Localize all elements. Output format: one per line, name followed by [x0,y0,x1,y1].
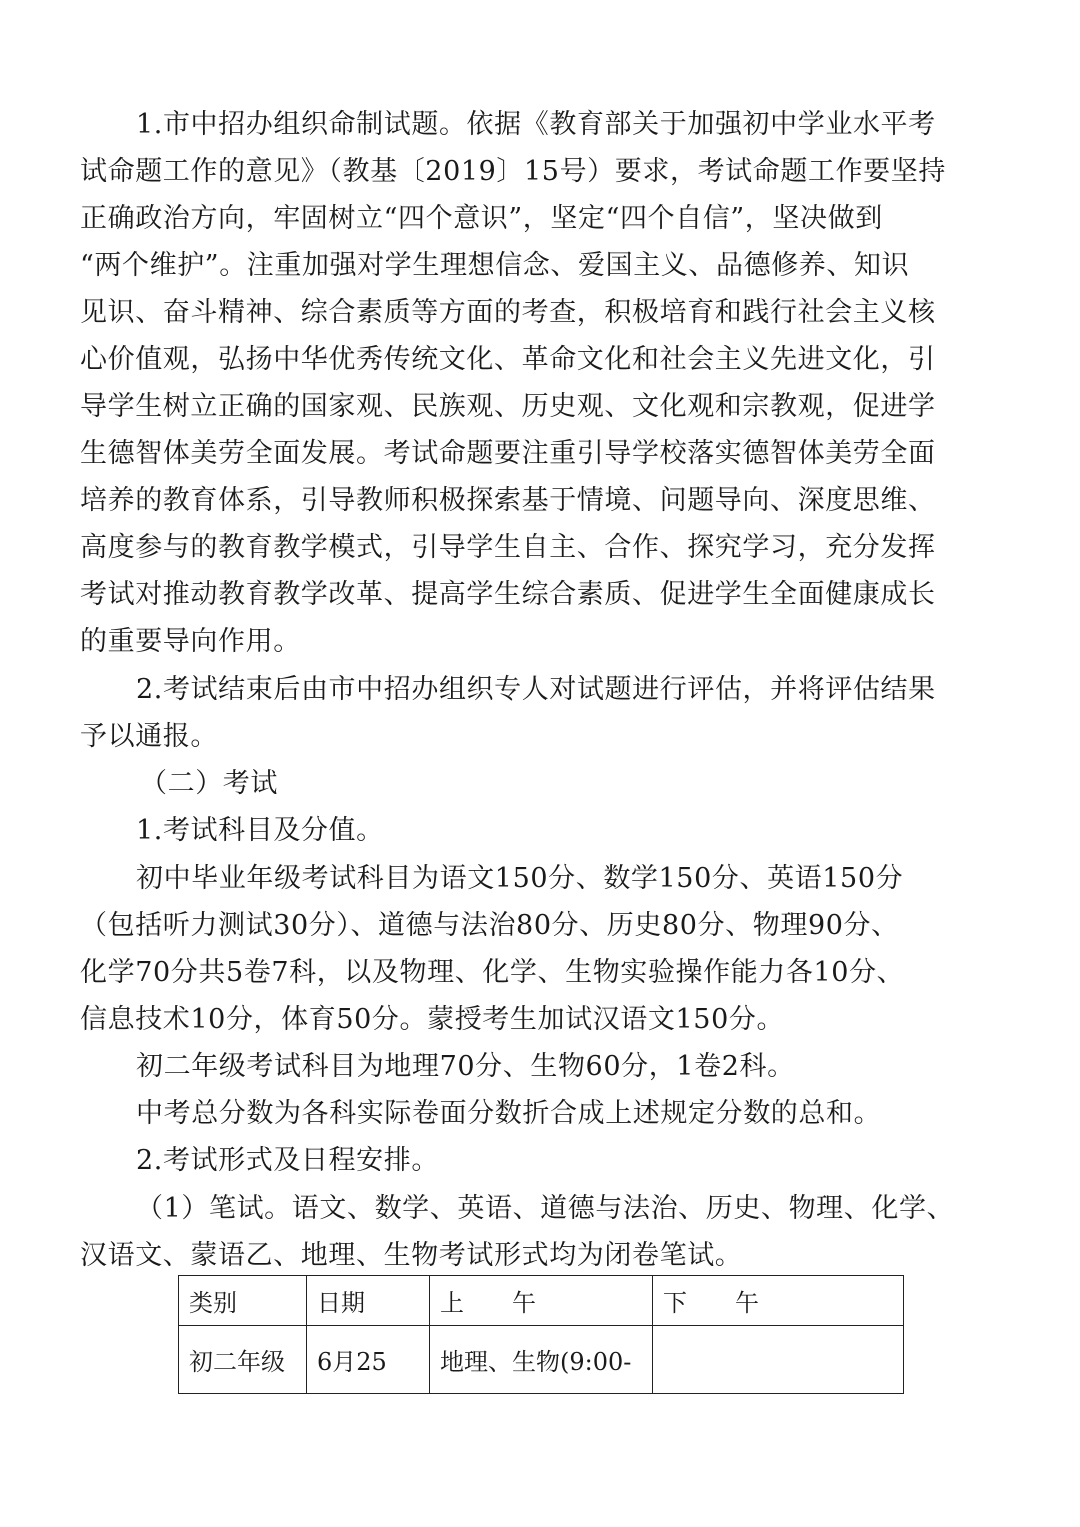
section-heading: （二）考试 [140,768,278,799]
paragraph-line: 的重要导向作用。 [80,626,301,657]
paragraph-line: 心价值观，弘扬中华优秀传统文化、革命文化和社会主义先进文化，引 [80,344,936,375]
paragraph-line: 见识、奋斗精神、综合素质等方面的考查，积极培育和践行社会主义核 [80,297,936,328]
cell-date: 6月25 [307,1326,430,1394]
paragraph-line: 试命题工作的意见》（教基〔2019〕15号）要求，考试命题工作要坚持 [80,156,946,187]
header-afternoon: 下 午 [653,1276,904,1326]
paragraph-line: 予以通报。 [80,721,218,752]
paragraph-line: 1.考试科目及分值。 [136,815,384,846]
paragraph-line: 2.考试结束后由市中招办组织专人对试题进行评估，并将评估结果 [136,674,936,705]
table-header-row [179,1276,904,1326]
paragraph-line: 导学生树立正确的国家观、民族观、历史观、文化观和宗教观，促进学 [80,391,936,422]
paragraph-line: 1.市中招办组织命制试题。依据《教育部关于加强初中学业水平考 [136,109,936,140]
paragraph-line: 化学70分共5卷7科，以及物理、化学、生物实验操作能力各10分、 [80,957,905,988]
paragraph-line: 2.考试形式及日程安排。 [136,1145,439,1176]
paragraph-line: （1）笔试。语文、数学、英语、道德与法治、历史、物理、化学、 [136,1193,955,1224]
header-date: 日期 [307,1276,430,1326]
cell-afternoon [653,1326,904,1394]
paragraph-line: “两个维护”。注重加强对学生理想信念、爱国主义、品德修养、知识 [80,250,910,281]
header-category: 类别 [179,1276,307,1326]
paragraph-line: 信息技术10分，体育50分。蒙授考生加试汉语文150分。 [80,1004,785,1035]
header-morning: 上 午 [430,1276,653,1326]
paragraph-line: 考试对推动教育教学改革、提高学生综合素质、促进学生全面健康成长 [80,579,936,610]
cell-morning: 地理、生物(9:00- [430,1326,653,1394]
paragraph-line: 初中毕业年级考试科目为语文150分、数学150分、英语150分 [136,863,904,894]
table-row [179,1326,904,1394]
cell-category: 初二年级 [179,1326,307,1394]
paragraph-line: 汉语文、蒙语乙、地理、生物考试形式均为闭卷笔试。 [80,1240,743,1271]
paragraph-line: 高度参与的教育教学模式，引导学生自主、合作、探究学习，充分发挥 [80,532,936,563]
paragraph-line: 初二年级考试科目为地理70分、生物60分，1卷2科。 [136,1051,795,1082]
paragraph-line: （包括听力测试30分）、道德与法治80分、历史80分、物理90分、 [80,910,899,941]
paragraph-line: 正确政治方向，牢固树立“四个意识”，坚定“四个自信”，坚决做到 [80,203,883,234]
paragraph-line: 生德智体美劳全面发展。考试命题要注重引导学校落实德智体美劳全面 [80,438,936,469]
exam-schedule-table [178,1275,904,1394]
paragraph-line: 中考总分数为各科实际卷面分数折合成上述规定分数的总和。 [136,1098,882,1129]
paragraph-line: 培养的教育体系，引导教师积极探索基于情境、问题导向、深度思维、 [80,485,936,516]
